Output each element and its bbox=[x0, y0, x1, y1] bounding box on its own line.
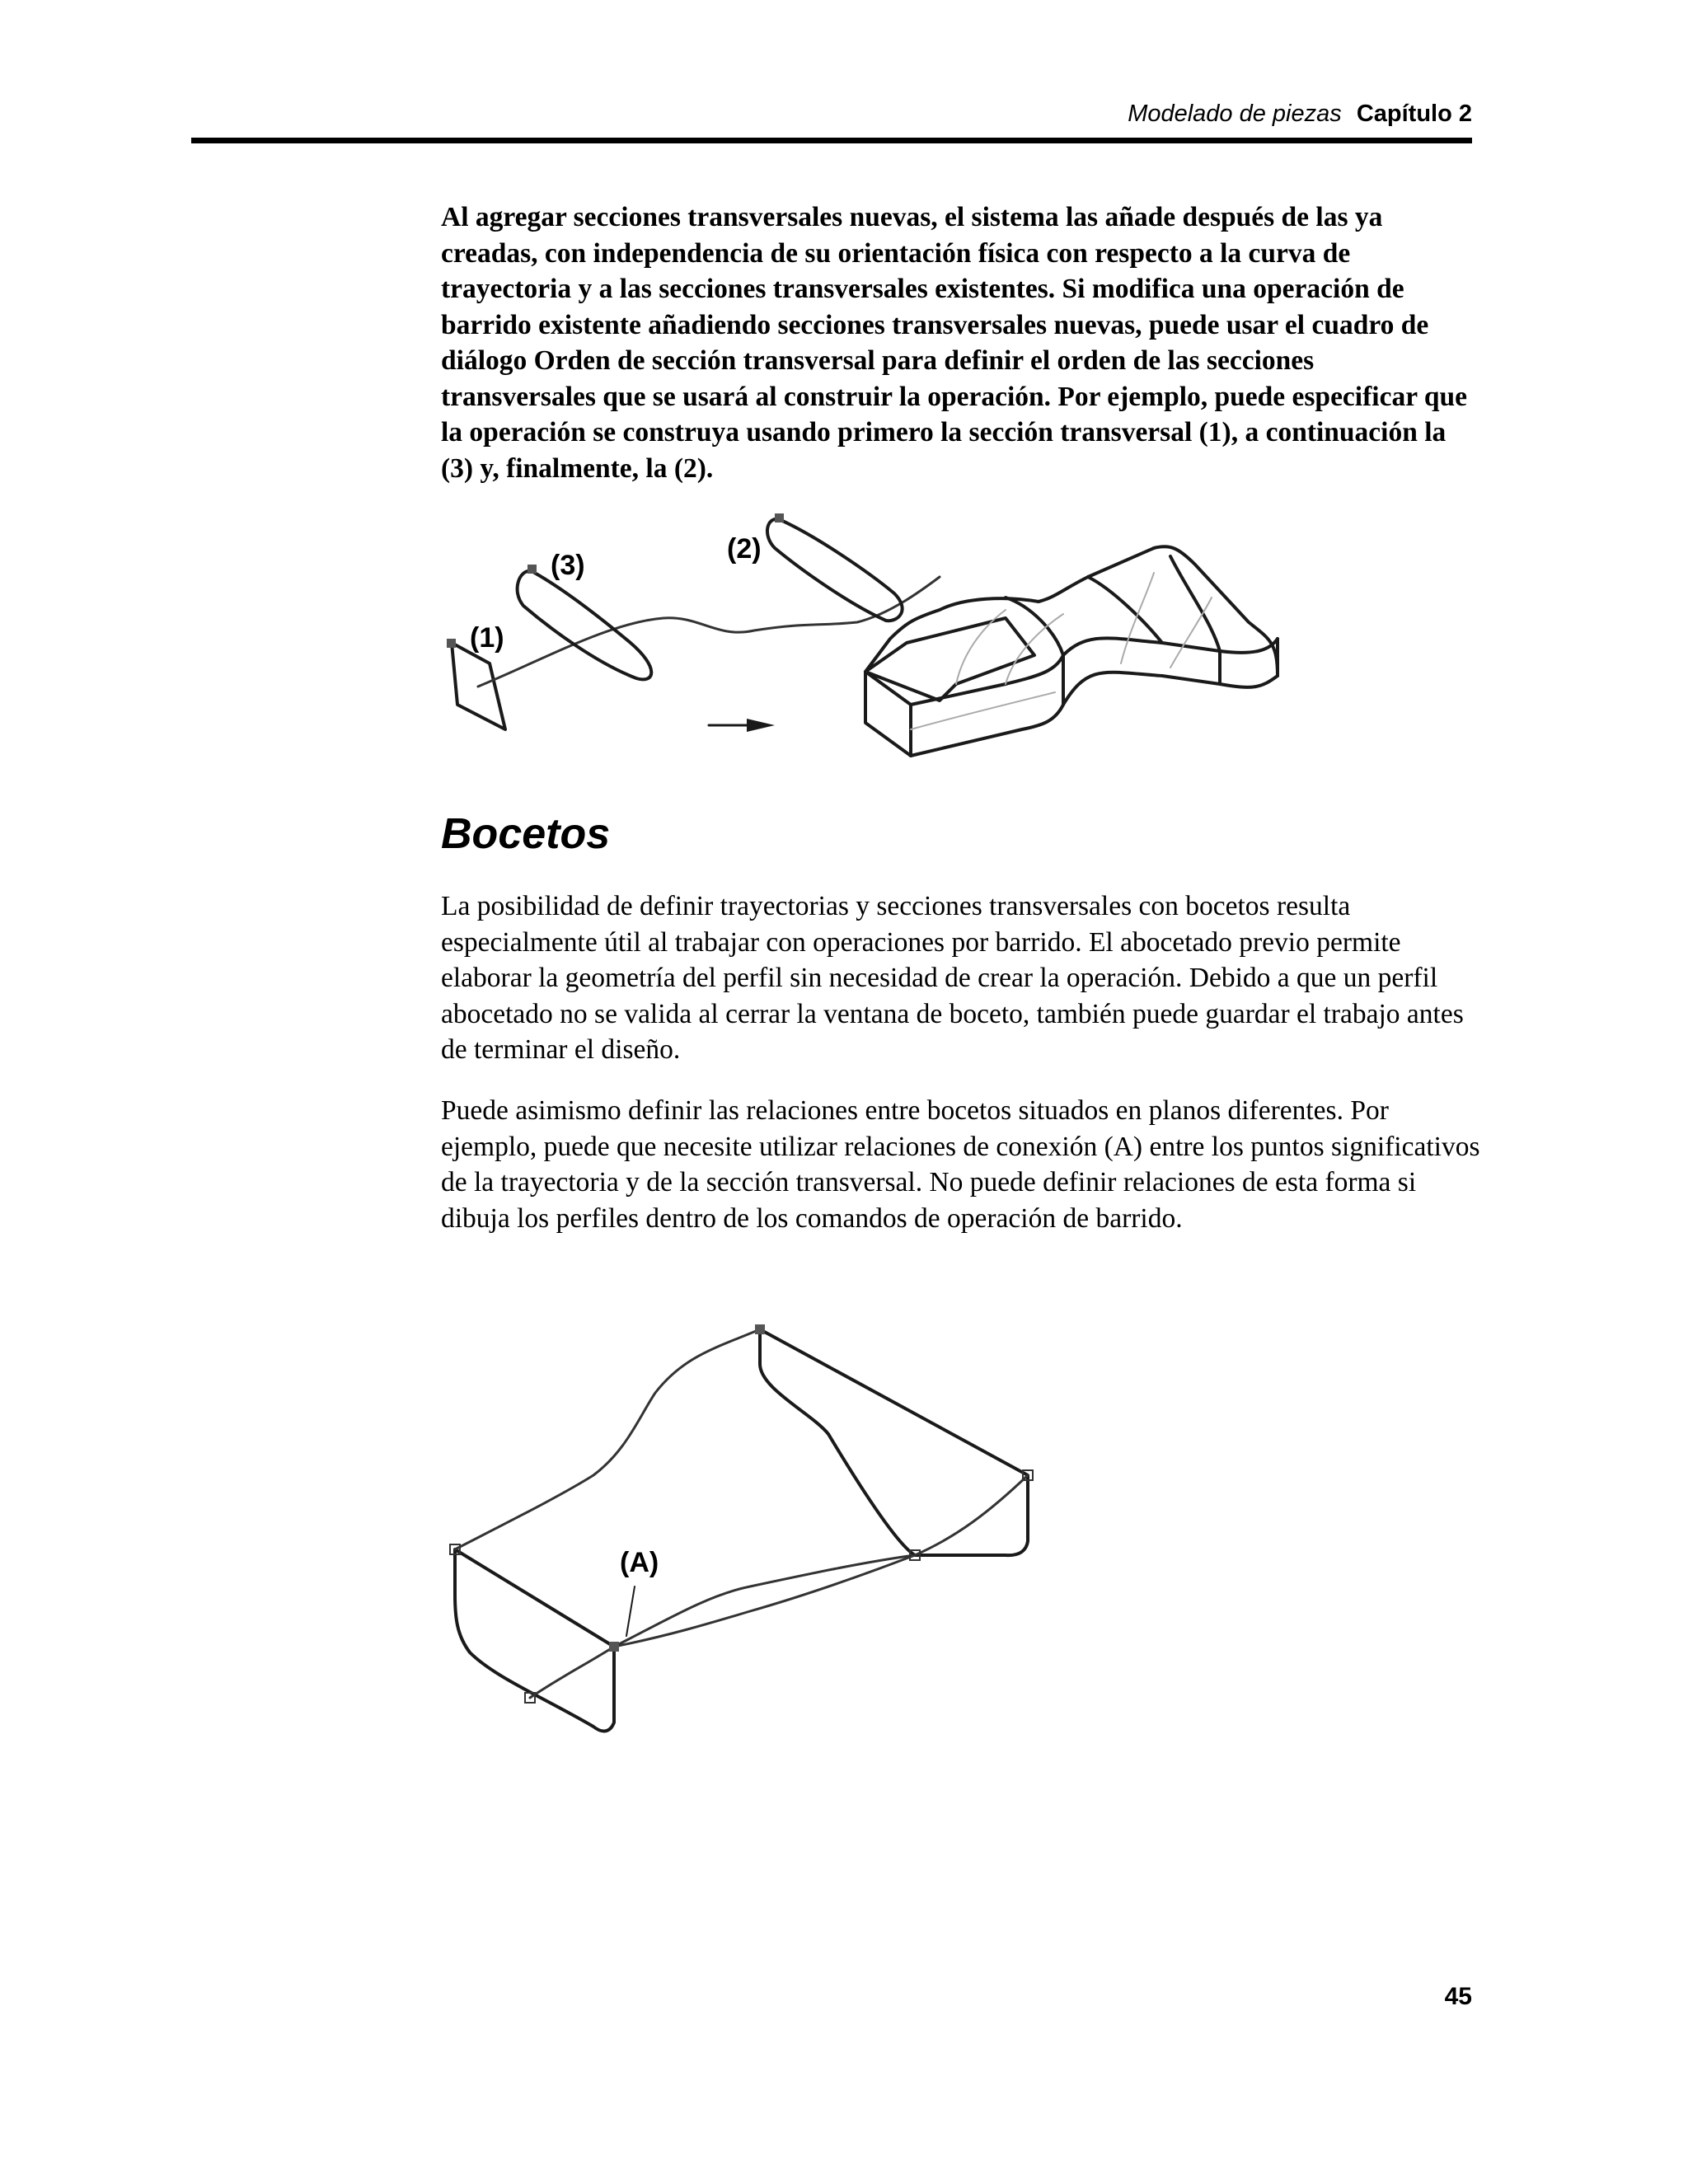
label-connect-a: (A) bbox=[620, 1547, 659, 1578]
label-section-3: (3) bbox=[551, 550, 585, 581]
header-section-title: Modelado de piezas bbox=[1128, 101, 1342, 127]
header-chapter: Capítulo 2 bbox=[1356, 101, 1472, 127]
label-section-1: (1) bbox=[470, 622, 504, 654]
arrow-head bbox=[747, 719, 775, 732]
top-guide-curve bbox=[455, 1329, 760, 1549]
cross-section-2 bbox=[767, 519, 903, 621]
right-cross-section bbox=[760, 1329, 1028, 1555]
body-paragraph-2: Puede asimismo definir las relaciones entre bocetos situados en planos diferentes. Por ejemplo, puede que necesite utilizar relaciones de conexión (A) entre los puntos significativos de la trayectoria y de la sección transversal. No puede definir relaciones de esta forma si dibuja los perfiles dentro de los comandos de operación de barrido. bbox=[441, 1095, 1480, 1234]
intro-paragraph: Al agregar secciones transversales nuevas, el sistema las añade después de las ya creadas, con independencia de su orientación física con respecto a la curva de trayectoria y a las secciones transversales existentes. Si modifica una operación de barrido existente añadiendo secciones transversales nuevas, puede usar el cuadro de diálogo Orden de sección transversal para definir el orden de las secciones transversales que se usará al construir la operación. Por ejemplo, puede especificar que la operación se construya usando primero la sección transversal (1), a continuación la (3) y, finalmente, la (2). bbox=[441, 202, 1467, 484]
swept-solid bbox=[865, 546, 1278, 756]
lower-guide-curve-2 bbox=[614, 1555, 915, 1647]
bottom-path-curve bbox=[530, 1647, 614, 1698]
body-paragraph-1: La posibilidad de definir trayectorias y secciones transversales con bocetos resulta especialmente útil al trabajar con operaciones por barrido. El abocetado previo permite elaborar la geometría del perfil sin necesidad de crear la operación. Debido a que un perfil abocetado no se valida al cerrar la ventana de boceto, también puede guardar el trabajo antes de terminar el diseño. bbox=[441, 891, 1464, 1065]
page-number: 45 bbox=[1444, 1983, 1472, 2010]
running-header bbox=[191, 97, 1472, 130]
connect-leader bbox=[626, 1586, 635, 1636]
left-cross-section bbox=[455, 1549, 614, 1731]
lower-guide-curve-1 bbox=[614, 1475, 1028, 1647]
figure-sweep-sections bbox=[429, 499, 1352, 771]
header-rule bbox=[191, 138, 1472, 143]
label-section-2: (2) bbox=[727, 533, 762, 565]
cross-section-3 bbox=[518, 571, 652, 680]
figure-sketch-relations bbox=[437, 1290, 1047, 1743]
section-heading: Bocetos bbox=[441, 810, 611, 858]
